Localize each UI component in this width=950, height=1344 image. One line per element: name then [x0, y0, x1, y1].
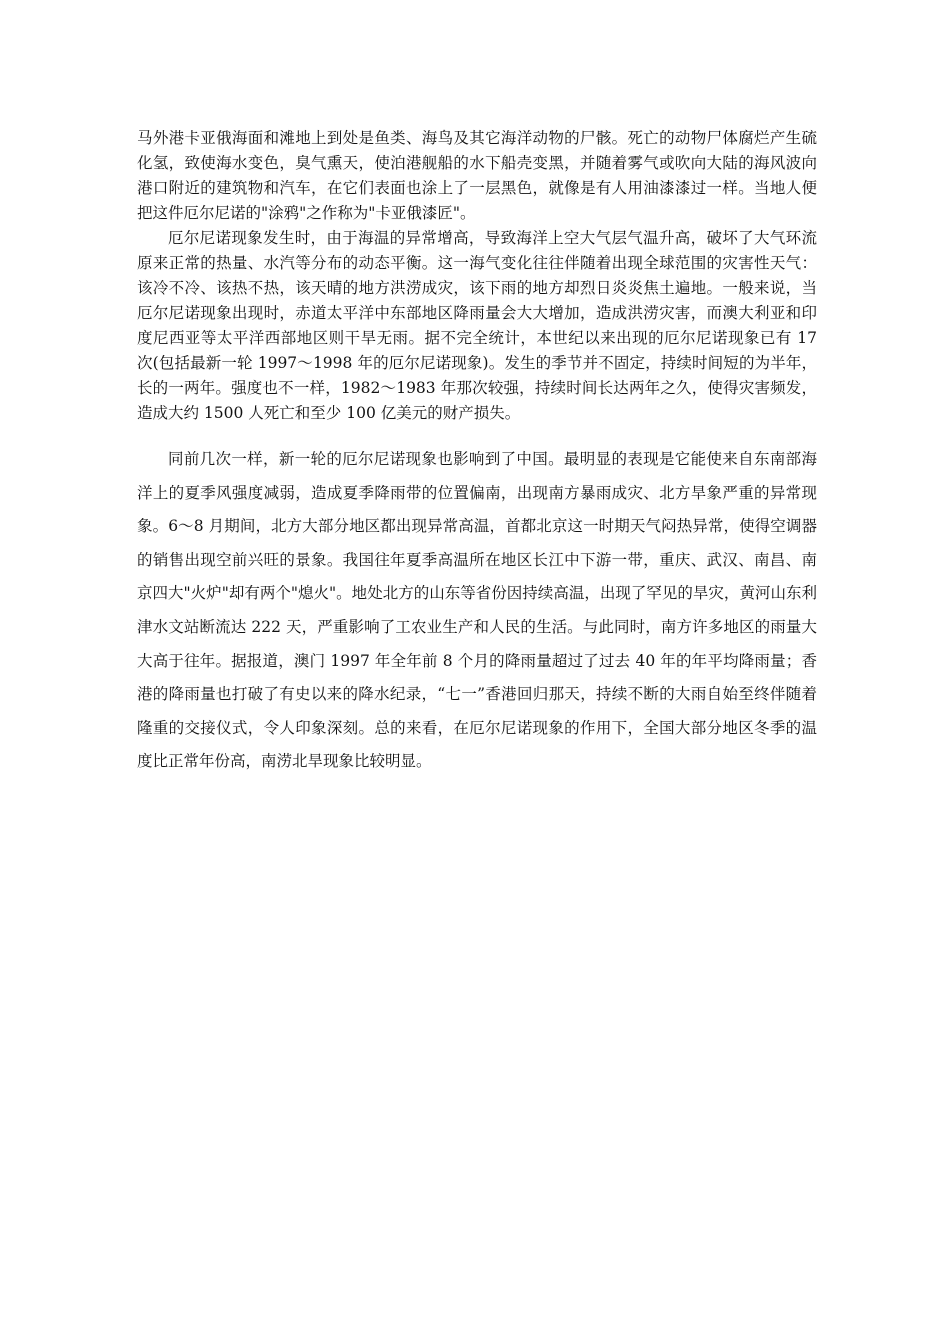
- paragraph-china-impact: 同前几次一样，新一轮的厄尔尼诺现象也影响到了中国。最明显的表现是它能使来自东南部海洋上的夏季风强度减弱，造成夏季降雨带的位置偏南，出现南方暴雨成灾、北方旱象严重的异常现象。6～8 月期间，北方大部分地区都出现异常高温，首都北京这一时期天气闷热异常，使得空调器的销售出现空前兴旺的景象。我国往年夏季高温所在地区长江中下游一带，重庆、武汉、南昌、南京四大"火炉"却有两个"熄火"。地处北方的山东等省份因持续高温，出现了罕见的旱灾，黄河山东利津水文站断流达 222 天，严重影响了工农业生产和人民的生活。与此同时，南方许多地区的雨量大大高于往年。据报道，澳门 1997 年全年前 8 个月的降雨量超过了过去 40 年的年平均降雨量；香港的降雨量也打破了有史以来的降水纪录，“七一”香港回归那天，持续不断的大雨自始至终伴随着隆重的交接仪式，令人印象深刻。总的来看，在厄尔尼诺现象的作用下，全国大部分地区冬季的温度比正常年份高，南涝北旱现象比较明显。: [137, 450, 817, 771]
- paragraph-callao-painter: 马外港卡亚俄海面和滩地上到处是鱼类、海鸟及其它海洋动物的尸骸。死亡的动物尸体腐烂产生硫化氢，致使海水变色，臭气熏天，使泊港舰船的水下船壳变黑，并随着雾气或吹向大陆的海风波向港口附近的建筑物和汽车，在它们表面也涂上了一层黑色，就像是有人用油漆漆过一样。当地人便把这件厄尔尼诺的"涂鸦"之作称为"卡亚俄漆匠"。: [137, 129, 817, 222]
- paragraph-el-nino-weather: 厄尔尼诺现象发生时，由于海温的异常增高，导致海洋上空大气层气温升高，破坏了大气环流原来正常的热量、水汽等分布的动态平衡。这一海气变化往往伴随着出现全球范围的灾害性天气：该冷不冷、该热不热，该天晴的地方洪涝成灾，该下雨的地方却烈日炎炎焦土遍地。一般来说，当厄尔尼诺现象出现时，赤道太平洋中东部地区降雨量会大大增加，造成洪涝灾害，而澳大利亚和印度尼西亚等太平洋西部地区则干旱无雨。据不完全统计，本世纪以来出现的厄尔尼诺现象已有 17 次(包括最新一轮 1997～1998 年的厄尔尼诺现象)。发生的季节并不固定，持续时间短的为半年，长的一两年。强度也不一样，1982～1983 年那次较强，持续时间长达两年之久，使得灾害频发，造成大约 1500 人死亡和至少 100 亿美元的财产损失。: [137, 229, 817, 422]
